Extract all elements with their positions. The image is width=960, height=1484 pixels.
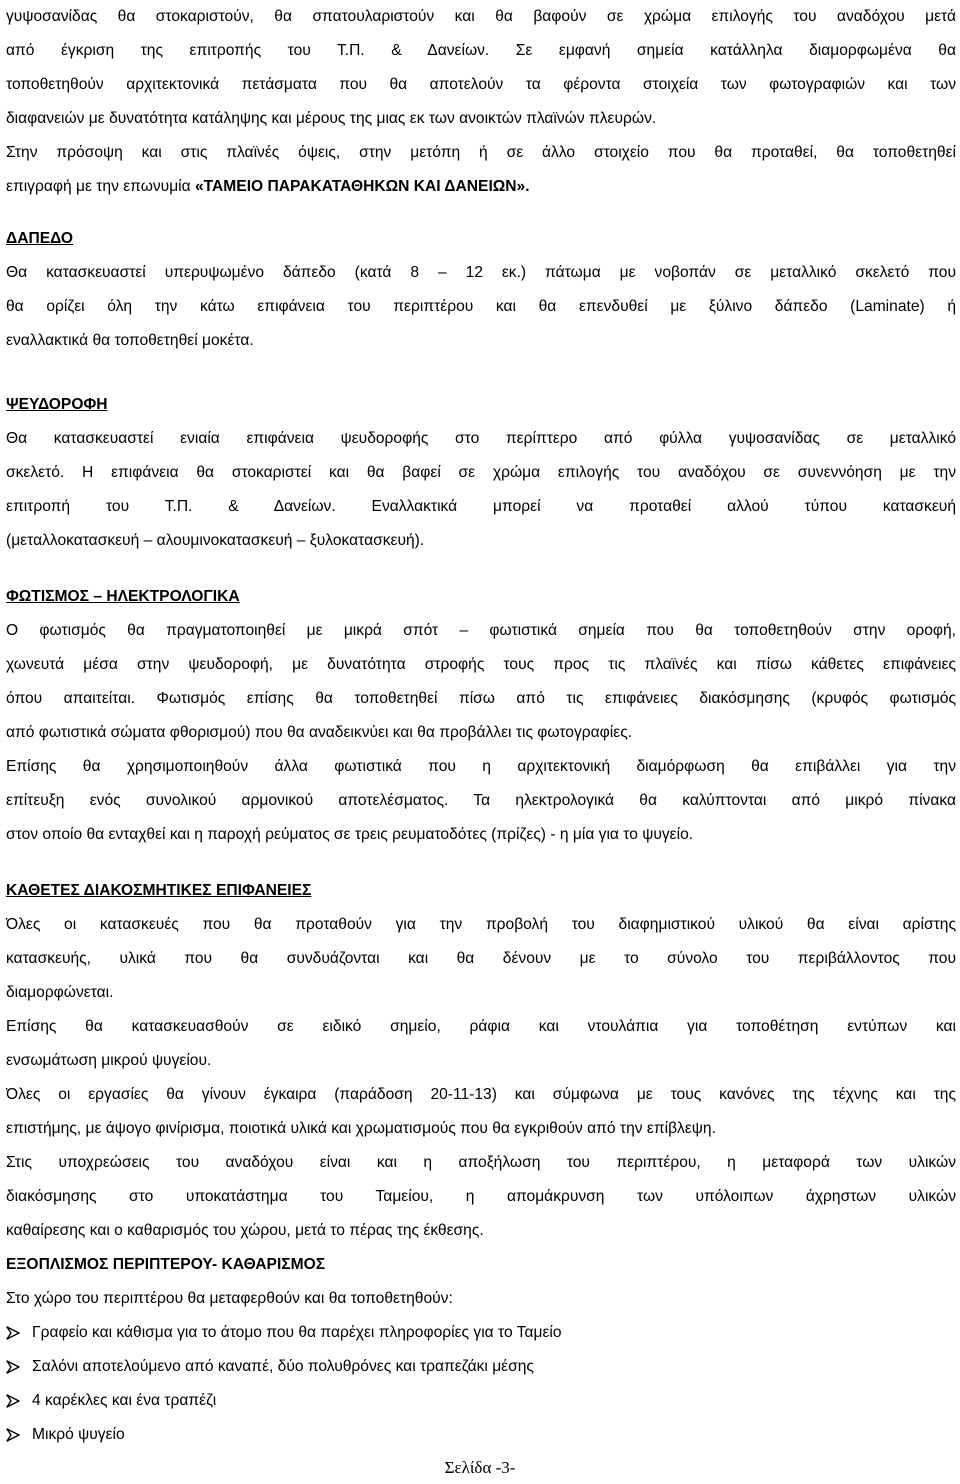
text-line: Όλες οι κατασκευές που θα προταθούν για την προβολή του διαφημιστικού υλικού θα είναι αρίστης [6,916,956,933]
section-heading: ΨΕΥΔΟΡΟΦΗ [6,396,108,413]
arrow-bullet-icon [6,1428,32,1442]
text-line: γυψοσανίδας θα στοκαριστούν, θα σπατουλαριστούν και θα βαφούν σε χρώμα επιλογής του αναδόχου μετά [6,8,956,25]
text-line: Επίσης θα κατασκευασθούν σε ειδικό σημείο, ράφια και ντουλάπια για τοποθέτηση εντύπων και [6,1018,956,1035]
text-line: διαμορφώνεται. [6,984,114,1001]
text-line: Στην πρόσοψη και στις πλαϊνές όψεις, στην μετόπη ή σε άλλο στοιχείο που θα προταθεί, θα τοποθετηθεί [6,144,956,161]
section-fotismos [6,580,956,852]
intro-paragraph [6,0,956,204]
section-heading: ΔΑΠΕΔΟ [6,230,74,247]
list-item-label: Γραφείο και κάθισμα για το άτομο που θα παρέχει πληροφορίες για το Ταμείο [32,1324,562,1341]
text-line: καθαίρεσης και ο καθαρισμός του χώρου, μετά το πέρας της έκθεσης. [6,1222,484,1239]
text-line: ενσωμάτωση μικρού ψυγείου. [6,1052,212,1069]
list-item-label: Μικρό ψυγείο [32,1426,125,1443]
text-line: (μεταλλοκατασκευή – αλουμινοκατασκευή – ξυλοκατασκευή). [6,532,425,549]
list-item [6,1350,956,1384]
section-heading: ΚΑΘΕΤΕΣ ΔΙΑΚΟΣΜΗΤΙΚΕΣ ΕΠΙΦΑΝΕΙΕΣ [6,882,312,899]
list-item [6,1418,956,1452]
arrow-bullet-icon [6,1394,32,1408]
section-dapedo [6,222,956,358]
section-heading: ΕΞΟΠΛΙΣΜΟΣ ΠΕΡΙΠΤΕΡΟΥ- ΚΑΘΑΡΙΣΜΟΣ [6,1256,326,1273]
text-line: σκελετό. Η επιφάνεια θα στοκαριστεί και θα βαφεί σε χρώμα επιλογής του αναδόχου σε συνεννόηση με την [6,464,956,481]
text-line: Επίσης θα χρησιμοποιηθούν άλλα φωτιστικά που η αρχιτεκτονική διαμόρφωση θα επιβάλλει για την [6,758,956,775]
arrow-bullet-icon [6,1326,32,1340]
text-line: Στις υποχρεώσεις του αναδόχου είναι και η αποξήλωση του περιπτέρου, η μεταφορά των υλικών [6,1154,956,1171]
text-line: από φωτιστικά σώματα φθορισμού) που θα αναδεικνύει και θα προβάλλει τις φωτογραφίες. [6,724,633,741]
text-line: χωνευτά μέσα στην ψευδοροφή, με δυνατότητα στροφής τους προς τις πλαϊνές και πίσω κάθετες επιφάνειες [6,656,956,673]
section-exoplismos [6,1248,956,1452]
text-line: επιτροπή του Τ.Π. & Δανείων. Εναλλακτικά μπορεί να προταθεί αλλού τύπου κατασκευή [6,498,956,515]
list-item [6,1316,956,1350]
list-item-label: 4 καρέκλες και ένα τραπέζι [32,1392,217,1409]
text-line: διακόσμησης στο υποκατάστημα του Ταμείου, η απομάκρυνση των υπόλοιπων άχρηστων υλικών [6,1188,956,1205]
text-line: Όλες οι εργασίες θα γίνουν έγκαιρα (παράδοση 20-11-13) και σύμφωνα με τους κανόνες της τέχνης και της [6,1086,956,1103]
text-line: Στο χώρο του περιπτέρου θα μεταφερθούν και θα τοποθετηθούν: [6,1290,453,1307]
text-line: Θα κατασκευαστεί ενιαία επιφάνεια ψευδοροφής στο περίπτερο από φύλλα γυψοσανίδας σε μεταλλικό [6,430,956,447]
text-span: επιγραφή με την επωνυμία [6,178,195,195]
organization-name: «ΤΑΜΕΙΟ ΠΑΡΑΚΑΤΑΘΗΚΩΝ ΚΑΙ ΔΑΝΕΙΩΝ». [195,178,530,195]
text-line: επιστήμης, με άψογο φινίρισμα, ποιοτικά υλικά και χρωματισμούς που θα εγκριθούν από την επίβλεψη. [6,1120,716,1137]
section-heading: ΦΩΤΙΣΜΟΣ – ΗΛΕΚΤΡΟΛΟΓΙΚΑ [6,588,240,605]
section-psevdorofi [6,388,956,558]
list-item [6,1384,956,1418]
text-line: Θα κατασκευαστεί υπερυψωμένο δάπεδο (κατά 8 – 12 εκ.) πάτωμα με νοβοπάν σε μεταλλικό σκελετό που [6,264,956,281]
text-line [6,170,956,204]
text-line: στον οποίο θα ενταχθεί και η παροχή ρεύματος σε τρεις ρευματοδότες (πρίζες) - η μία για το ψυγείο. [6,826,694,843]
text-line: θα ορίζει όλη την κάτω επιφάνεια του περιπτέρου και θα επενδυθεί με ξύλινο δάπεδο (Laminate) ή [6,298,956,315]
text-line: επίτευξη ενός συνολικού αρμονικού αποτελέσματος. Τα ηλεκτρολογικά θα καλύπτονται από μικρό πίνακα [6,792,956,809]
arrow-bullet-icon [6,1360,32,1374]
list-item-label: Σαλόνι αποτελούμενο από καναπέ, δύο πολυθρόνες και τραπεζάκι μέσης [32,1358,534,1375]
text-line: τοποθετηθούν αρχιτεκτονικά πετάσματα που θα αποτελούν τα φέροντα στοιχεία των φωτογραφιών και των [6,76,956,93]
document-page [6,0,956,1452]
text-line: από έγκριση της επιτροπής του Τ.Π. & Δανείων. Σε εμφανή σημεία κατάλληλα διαμορφωμένα θα [6,42,956,59]
text-line: Ο φωτισμός θα πραγματοποιηθεί με μικρά σπότ – φωτιστικά σημεία που θα τοποθετηθούν στην οροφή, [6,622,956,639]
text-line: εναλλακτικά θα τοποθετηθεί μοκέτα. [6,332,254,349]
section-kathetes [6,874,956,1248]
text-line: διαφανειών με δυνατότητα κατάληψης και μέρους της μιας εκ των ανοικτών πλαϊνών πλευρών. [6,110,657,127]
text-line: κατασκευής, υλικά που θα συνδυάζονται και θα δένουν με το σύνολο του περιβάλλοντος που [6,950,956,967]
text-line: όπου απαιτείται. Φωτισμός επίσης θα τοποθετηθεί πίσω από τις επιφάνειες διακόσμησης (κρυφός φωτισμός [6,690,956,707]
page-number: Σελίδα -3- [444,1458,516,1477]
